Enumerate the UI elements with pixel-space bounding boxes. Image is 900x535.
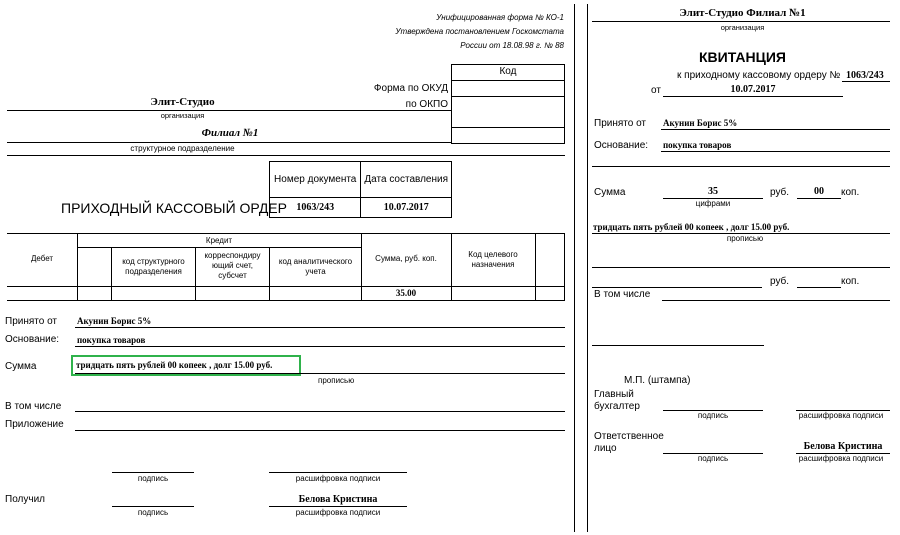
grid-target: Код целевого назначения — [468, 250, 518, 269]
sum-label: Сумма — [5, 361, 37, 372]
receipt-sum-label: Сумма — [594, 187, 626, 198]
decoding-caption-1: расшифровка подписи — [295, 474, 381, 483]
form-header-line1: Унифицированная форма № КО-1 — [436, 13, 564, 22]
doc-date-label: Дата составления — [361, 162, 452, 198]
grid-sub-unit: код структурного подразделения — [122, 257, 185, 276]
receipt-decoding-caption-2: расшифровка подписи — [798, 454, 884, 463]
receipt-kop-label-2: коп. — [841, 276, 860, 287]
receipt-title: КВИТАНЦИЯ — [699, 49, 786, 65]
receipt-sum-words: тридцать пять рублей 00 копеек , долг 15.00 руб. — [593, 222, 790, 232]
form-header-line2: Утверждена постановлением Госкомстата — [395, 27, 564, 36]
signature-caption-1: подпись — [137, 474, 169, 483]
including-label: В том числе — [5, 401, 62, 412]
division-name: Филиал №1 — [201, 127, 259, 139]
signature-caption-2: подпись — [137, 508, 169, 517]
code-label: Код — [499, 66, 517, 77]
receipt-including-label: В том числе — [594, 289, 651, 300]
sum-words-value: тридцать пять рублей 00 копеек , долг 15.00 руб. — [76, 360, 273, 370]
okpo-label: по ОКПО — [405, 99, 448, 110]
division-caption: структурное подразделение — [130, 144, 235, 153]
receipt-digits-caption: цифрами — [695, 199, 731, 208]
received-label: Получил — [5, 494, 45, 505]
receipt-basis-value: покупка товаров — [663, 140, 732, 150]
grid-analytic: код аналитического учета — [278, 257, 353, 276]
basis-label: Основание: — [5, 334, 60, 345]
tear-line — [574, 4, 575, 532]
receipt-rub-label-2: руб. — [770, 276, 790, 287]
receipt-date: 10.07.2017 — [730, 84, 776, 95]
receipt-kop-label: коп. — [841, 187, 860, 198]
doc-number-label: Номер документа — [270, 162, 361, 198]
grid-debet: Дебет — [30, 254, 54, 263]
receipt-stamp: М.П. (штампа) — [624, 375, 691, 386]
order-title: ПРИХОДНЫЙ КАССОВЫЙ ОРДЕР — [61, 200, 287, 216]
receipt-in-words-caption: прописью — [726, 234, 764, 243]
grid-credit: Кредит — [205, 236, 233, 245]
receipt-responsible-decoding: Белова Кристина — [803, 441, 883, 452]
receipt-rub-value: 35 — [708, 186, 718, 197]
doc-number: 1063/243 — [270, 198, 361, 218]
receipt-from-label: от — [651, 85, 661, 96]
receipt-to-order-label: к приходному кассовому ордеру № — [677, 70, 841, 81]
attachment-label: Приложение — [5, 419, 64, 430]
receipt-chief-accountant: Главный бухгалтер — [594, 389, 640, 412]
basis-value: покупка товаров — [77, 335, 146, 345]
receipt-signature-caption-1: подпись — [697, 411, 729, 420]
sum-in-words-caption: прописью — [318, 376, 355, 385]
grid-sum: Сумма, руб. коп. — [375, 254, 437, 263]
received-decoding: Белова Кристина — [298, 494, 378, 505]
grid-sum-value: 35.00 — [395, 288, 417, 298]
okud-label: Форма по ОКУД — [373, 83, 448, 94]
receipt-responsible: Ответственное лицо — [594, 431, 664, 454]
doc-date: 10.07.2017 — [361, 198, 452, 218]
receipt-signature-caption-2: подпись — [697, 454, 729, 463]
organization-name: Элит-Студио — [150, 96, 215, 108]
receipt-rub-label: руб. — [770, 187, 790, 198]
receipt-order-number: 1063/243 — [846, 70, 884, 81]
receipt-org-caption: организация — [720, 23, 765, 32]
decoding-caption-2: расшифровка подписи — [295, 508, 381, 517]
order-number-date-table — [269, 161, 452, 218]
grid-corr-account: корреспондиру ющий счет, субсчет — [204, 251, 261, 280]
receipt-basis-label: Основание: — [594, 140, 649, 151]
organization-caption: организация — [160, 111, 205, 120]
receipt-kop-value: 00 — [814, 186, 824, 197]
form-header-line3: России от 18.08.98 г. № 88 — [460, 41, 564, 50]
receipt-decoding-caption-1: расшифровка подписи — [798, 411, 884, 420]
receipt-received-from-label: Принято от — [594, 118, 647, 129]
receipt-received-from-value: Акунин Борис 5% — [663, 118, 738, 128]
receipt-org: Элит-Студио Филиал №1 — [679, 7, 806, 19]
received-from-value: Акунин Борис 5% — [77, 316, 152, 326]
received-from-label: Принято от — [5, 316, 58, 327]
